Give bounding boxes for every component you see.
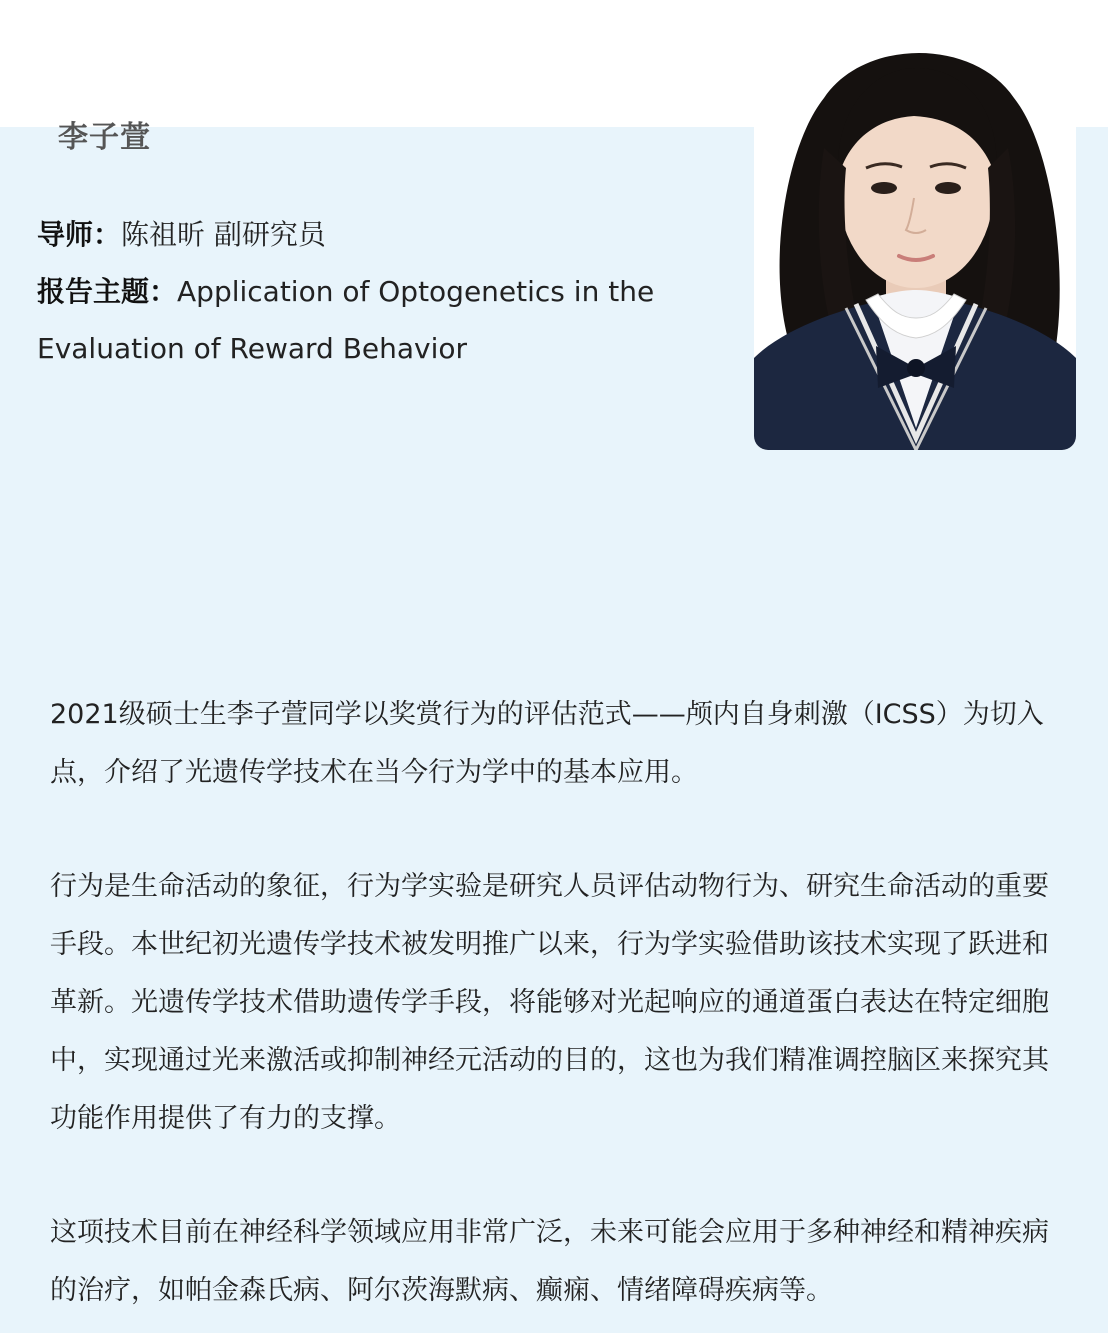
- advisor-value: 陈祖昕 副研究员: [121, 218, 326, 251]
- speaker-portrait-photo: [754, 28, 1076, 450]
- speaker-info: [37, 206, 677, 377]
- topic-label: 报告主题：: [37, 275, 178, 308]
- speaker-name: 李子萱: [58, 120, 151, 155]
- intro-paragraph: 2021级硕士生李子萱同学以奖赏行为的评估范式——颅内自身刺激（ICSS）为切入点，介绍了光遗传学技术在当今行为学中的基本应用。: [50, 699, 1044, 788]
- behavior-paragraph: 行为是生命活动的象征，行为学实验是研究人员评估动物行为、研究生命活动的重要手段。本世纪初光遗传学技术被发明推广以来，行为学实验借助该技术实现了跃进和革新。光遗传学技术借助遗传学手段，将能够对光起响应的通道蛋白表达在特定细胞中，实现通过光来激活或抑制神经元活动的目的，这也为我们精准调控脑区来探究其功能作用提供了有力的支撑。: [50, 871, 1049, 1134]
- advisor-line: [37, 206, 677, 263]
- topic-value: Application of Optogenetics in the Evaluation of Reward Behavior: [37, 275, 655, 365]
- application-paragraph: 这项技术目前在神经科学领域应用非常广泛，未来可能会应用于多种神经和精神疾病的治疗，如帕金森氏病、阿尔茨海默病、癫痫、情绪障碍疾病等。: [50, 1217, 1049, 1306]
- advisor-label: 导师：: [37, 218, 122, 251]
- topic-line: [37, 263, 677, 377]
